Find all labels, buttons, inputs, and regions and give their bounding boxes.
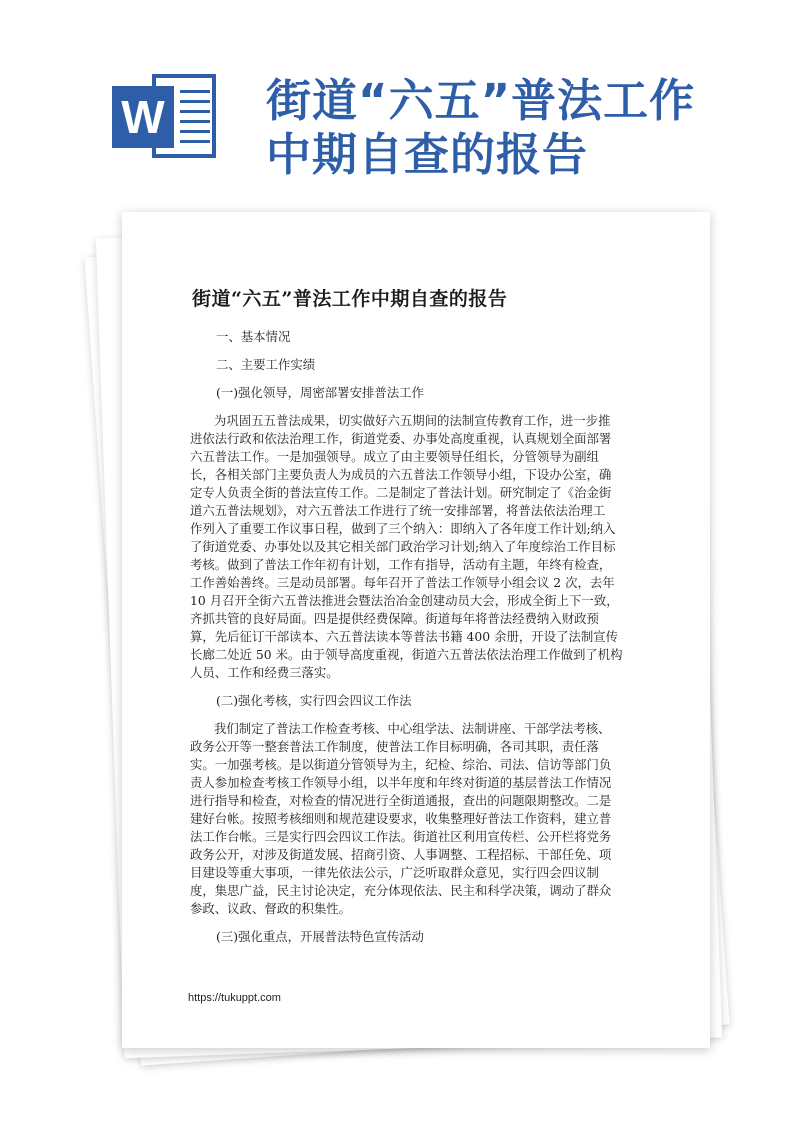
paragraph-line: 定专人负责全街的普法宣传工作。二是制定了普法计划。研究制定了《治金街 [190, 485, 612, 500]
text-line-icon [180, 90, 210, 93]
paragraph-line: 我们制定了普法工作检查考核、中心组学法、法制讲座、干部学法考核、 [214, 721, 611, 736]
paragraph-line: 齐抓共管的良好局面。四是提供经费保障。街道每年将普法经费纳入财政预 [190, 611, 599, 626]
text-line-icon [180, 110, 210, 113]
paragraph-line: 作列入了重要工作议事日程，做到了三个纳入：即纳入了各年度工作计划;纳入 [190, 521, 616, 536]
paragraph-line: 法工作台帐。三是实行四会四议工作法。街道社区利用宣传栏、公开栏将党务 [190, 829, 612, 844]
paragraph-line: 人员、工作和经费三落实。 [190, 665, 339, 680]
text-line-icon [180, 120, 210, 123]
section-heading: 一、基本情况 [216, 329, 291, 344]
paragraph-line: 责人参加检查考核工作领导小组，以半年度和年终对街道的基层普法工作情况 [190, 775, 612, 790]
paragraph [190, 720, 670, 918]
paragraph-line: 目建设等重大事项，一律先依法公示，广泛听取群众意见，实行四会四议制 [190, 865, 599, 880]
paragraph-line: 长廊二处近 50 米。由于领导高度重视，街道六五普法依法治理工作做到了机构 [190, 647, 623, 662]
footer-url: https://tukuppt.com [188, 992, 281, 1004]
paragraph-line: 六五普法工作。一是加强领导。成立了由主要领导任组长，分管领导为副组 [190, 449, 599, 464]
banner-title-line-1: 街道“六五”普法工作 [266, 74, 696, 127]
paragraph-line: 实。一加强考核。是以街道分管领导为主，纪检、综治、司法、信访等部门负 [190, 757, 612, 772]
paragraph-line: 进行指导和检查，对检查的情况进行全街道通报，查出的问题限期整改。二是 [190, 793, 612, 808]
paragraph-line: 了街道党委、办事处以及其它相关部门政治学习计划;纳入了年度综治工作目标 [190, 539, 616, 554]
paragraph-line: 建好台帐。按照考核细则和规范建设要求，收集整理好普法工作资料，建立普 [190, 811, 612, 826]
paragraph-line: 参政、议政、督政的积集性。 [190, 901, 352, 916]
section-heading: 二、主要工作实绩 [216, 357, 316, 372]
text-line-icon [180, 130, 210, 133]
paragraph [190, 412, 670, 682]
page-title: 街道“六五”普法工作中期自查的报告 [192, 288, 508, 310]
document-body [190, 328, 670, 956]
paragraph-line: 10 月召开全街六五普法推进会暨法治冶金创建动员大会，形成全街上下一致， [190, 593, 619, 608]
subsection-heading: (二)强化考核，实行四会四议工作法 [216, 693, 412, 708]
document-banner [0, 0, 800, 210]
paragraph-line: 政务公开，对涉及街道发展、招商引资、人事调整、工程招标、干部任免、项 [190, 847, 612, 862]
paragraph-line: 考核。做到了普法工作年初有计划，工作有指导，活动有主题，年终有检查， [190, 557, 612, 572]
paragraph-line: 道六五普法规划》，对六五普法工作进行了统一安排部署，将普法依法治理工 [190, 503, 606, 518]
subsection-heading: (三)强化重点，开展普法特色宣传活动 [216, 929, 424, 944]
paragraph-line: 进依法行政和依法治理工作，街道党委、办事处高度重视，认真规划全面部署 [190, 431, 612, 446]
word-letter-badge: W [112, 86, 174, 148]
paragraph-line: 长，各相关部门主要负责人为成员的六五普法工作领导小组，下设办公室，确 [190, 467, 612, 482]
paragraph-line: 度，集思广益，民主讨论决定，充分体现依法、民主和科学决策，调动了群众 [190, 883, 612, 898]
word-document-icon [112, 68, 222, 164]
paragraph-line: 为巩固五五普法成果，切实做好六五期间的法制宣传教育工作，进一步推 [214, 413, 611, 428]
subsection-heading: (一)强化领导，周密部署安排普法工作 [216, 385, 424, 400]
document-page [122, 212, 710, 1048]
paragraph-line: 算，先后征订干部读本、六五普法读本等普法书籍 400 余册，开设了法制宣传 [190, 629, 619, 644]
paragraph-line: 工作善始善终。三是动员部署。每年召开了普法工作领导小组会议 2 次，去年 [190, 575, 615, 590]
banner-title-line-2: 中期自查的报告 [266, 128, 589, 181]
text-line-icon [180, 100, 210, 103]
text-line-icon [180, 140, 210, 143]
paragraph-line: 政务公开等一整套普法工作制度，使普法工作目标明确，各司其职，责任落 [190, 739, 599, 754]
